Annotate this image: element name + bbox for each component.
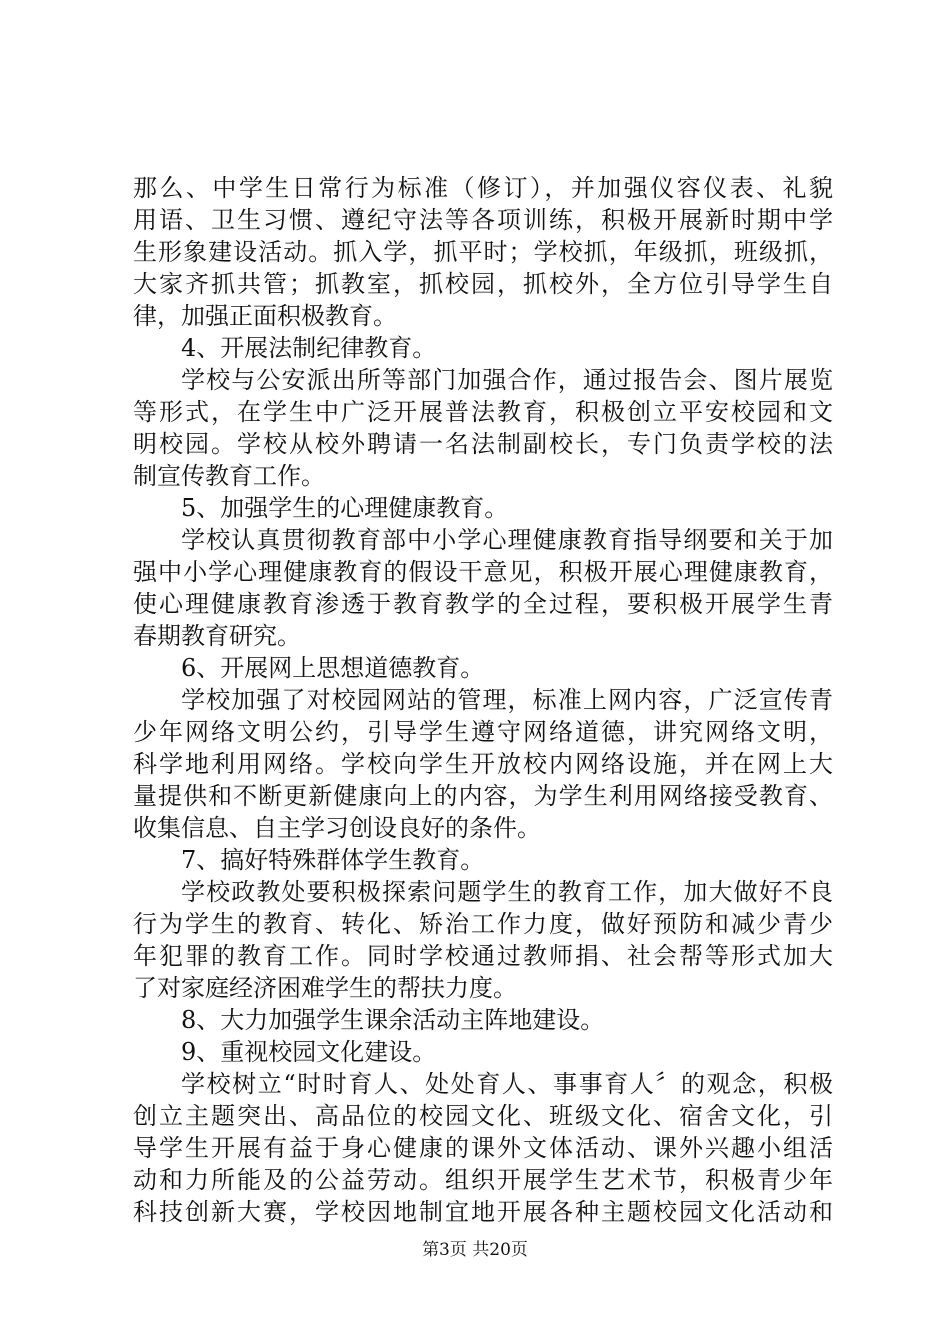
text-line: 年犯罪的教育工作。同时学校通过教师捐、社会帮等形式加大 <box>133 942 833 970</box>
text-line: 科技创新大赛，学校因地制宜地开展各种主题校园文化活动和 <box>133 1198 833 1226</box>
text-line: 科学地利用网络。学校向学生开放校内网络设施，并在网上大 <box>133 750 833 778</box>
text-line: 量提供和不断更新健康向上的内容，为学生利用网络接受教育、 <box>133 782 833 810</box>
text-line: 创立主题突出、高品位的校园文化、班级文化、宿舍文化，引 <box>133 1102 833 1130</box>
text-line: 生形象建设活动。抓入学，抓平时；学校抓，年级抓，班级抓， <box>133 238 833 266</box>
text-line: 等形式，在学生中广泛开展普法教育，积极创立平安校园和文 <box>133 398 833 426</box>
section-heading: 6、开展网上思想道德教育。 <box>181 654 485 682</box>
text-line: 大家齐抓共管；抓教室，抓校园，抓校外，全方位引导学生自 <box>133 270 833 298</box>
text-line: 学校与公安派出所等部门加强合作，通过报告会、图片展览 <box>181 366 833 394</box>
text-line: 强中小学心理健康教育的假设干意见，积极开展心理健康教育， <box>133 558 833 586</box>
text-line: 学校加强了对校园网站的管理，标准上网内容，广泛宣传青 <box>181 686 833 714</box>
text-line: 少年网络文明公约，引导学生遵守网络道德，讲究网络文明， <box>133 718 833 746</box>
text-line: 行为学生的教育、转化、矫治工作力度，做好预防和减少青少 <box>133 910 833 938</box>
section-heading: 5、加强学生的心理健康教育。 <box>181 494 509 522</box>
section-heading: 9、重视校园文化建设。 <box>181 1038 437 1066</box>
text-line: 学校树立“时时育人、处处育人、事事育人〞的观念，积极 <box>181 1070 833 1098</box>
text-line: 律，加强正面积极教育。 <box>133 302 397 330</box>
text-line: 导学生开展有益于身心健康的课外文体活动、课外兴趣小组活 <box>133 1134 833 1162</box>
section-heading: 4、开展法制纪律教育。 <box>181 334 437 362</box>
text-line: 用语、卫生习惯、遵纪守法等各项训练，积极开展新时期中学 <box>133 206 833 234</box>
section-heading: 8、大力加强学生课余活动主阵地建设。 <box>181 1006 605 1034</box>
text-line: 学校政教处要积极探索问题学生的教育工作，加大做好不良 <box>181 878 833 906</box>
text-line: 明校园。学校从校外聘请一名法制副校长，专门负责学校的法 <box>133 430 833 458</box>
text-line: 学校认真贯彻教育部中小学心理健康教育指导纲要和关于加 <box>181 526 833 554</box>
text-line: 制宣传教育工作。 <box>133 462 325 490</box>
text-line: 了对家庭经济困难学生的帮扶力度。 <box>133 974 517 1002</box>
text-line: 春期教育研究。 <box>133 622 301 650</box>
text-line: 那么、中学生日常行为标准（修订），并加强仪容仪表、礼貌 <box>133 174 833 202</box>
page-number-footer: 第3页 共20页 <box>422 1240 528 1260</box>
text-line: 动和力所能及的公益劳动。组织开展学生艺术节，积极青少年 <box>133 1166 833 1194</box>
text-line: 使心理健康教育渗透于教育教学的全过程，要积极开展学生青 <box>133 590 833 618</box>
body-text <box>133 172 833 1228</box>
section-heading: 7、搞好特殊群体学生教育。 <box>181 846 485 874</box>
text-line: 收集信息、自主学习创设良好的条件。 <box>133 814 541 842</box>
